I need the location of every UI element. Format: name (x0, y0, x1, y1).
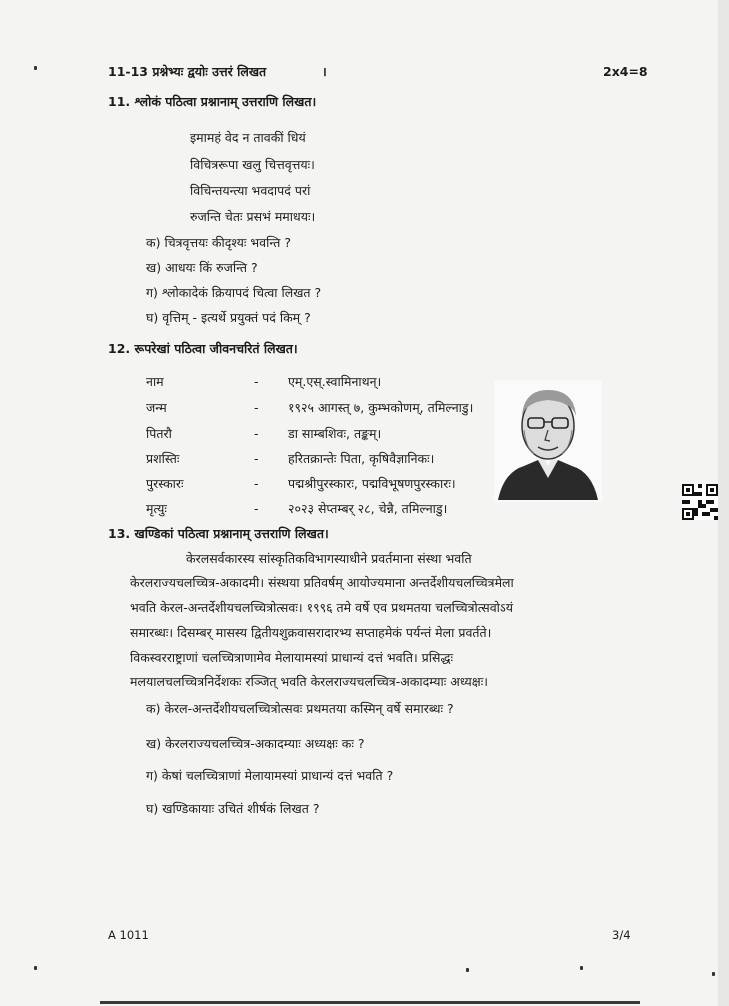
bio-dash: - (254, 426, 259, 441)
q11-heading: 11. श्लोकं पठित्वा प्रश्नानाम् उत्तराणि लिखत। (108, 94, 317, 109)
bio-dash: - (254, 451, 259, 466)
scan-speck (580, 966, 583, 970)
bio-label: पितरौ (146, 426, 172, 441)
page-number: 3/4 (612, 928, 631, 942)
bio-dash: - (254, 400, 259, 415)
passage-line: समारब्धः। दिसम्बर् मासस्य द्वितीयशुक्रवासरादारभ्य सप्ताहमेकं पर्यन्तं मेला प्रवर्तते। (130, 625, 492, 640)
bio-value: डा साम्बशिवः, तङ्कम्। (288, 426, 382, 441)
portrait-image (494, 380, 602, 502)
scan-speck (34, 966, 37, 970)
bio-value: १९२५ आगस्त् ७, कुम्भकोणम्, तमिल्नाडु। (288, 400, 474, 415)
scan-speck (712, 972, 715, 976)
scan-speck (466, 968, 469, 972)
verse-line: विचित्ररूपा खलु चित्तवृत्तयः। (190, 157, 315, 172)
qr-code (682, 484, 718, 520)
verse-line: इमामहं वेद न तावकीं धियं (190, 130, 306, 145)
bio-label: प्रशस्तिः (146, 451, 180, 466)
q13-heading: 13. खण्डिकां पठित्वा प्रश्नानाम् उत्तराणि लिखत। (108, 526, 329, 541)
bio-value: एम्.एस्.स्वामिनाथन्। (288, 374, 382, 389)
bio-dash: - (254, 501, 259, 516)
section-title: 11-13 प्रश्नेभ्यः द्वयोः उत्तरं लिखत (108, 64, 267, 79)
q11-sub-question: ख) आधयः किं रुजन्ति ? (146, 260, 258, 275)
bio-value: २०२३ सेप्तम्बर् २८, चेन्नै, तमिल्नाडु। (288, 501, 448, 516)
bio-label: मृत्युः (146, 501, 167, 516)
paper-code: A 1011 (108, 928, 149, 942)
q12-heading: 12. रूपरेखां पठित्वा जीवनचरितं लिखत। (108, 341, 298, 356)
bio-label: पुरस्कारः (146, 476, 184, 491)
title-bar: । (322, 64, 327, 79)
passage-line: केरलराज्यचलच्चित्र-अकादमी। संस्थया प्रतिवर्षम् आयोज्यमाना अन्तर्देशीयचलच्चित्रमेला (130, 575, 514, 590)
bio-label: नाम (146, 374, 164, 389)
q11-sub-question: क) चित्रवृत्तयः कीदृश्यः भवन्ति ? (146, 235, 291, 250)
passage-line: मलयालचलच्चित्रनिर्देशकः रञ्जित् भवति केरलराज्यचलच्चित्र-अकादम्याः अध्यक्षः। (130, 674, 489, 689)
bio-dash: - (254, 476, 259, 491)
scan-speck (34, 66, 37, 70)
verse-line: विचिन्तयन्त्या भवदापदं परां (190, 183, 311, 198)
q11-sub-question: ग) श्लोकादेकं क्रियापदं चित्वा लिखत ? (146, 285, 322, 300)
q13-sub-question: घ) खण्डिकायाः उचितं शीर्षकं लिखत ? (146, 801, 320, 816)
bio-value: हरितक्रान्तेः पिता, कृषिवैज्ञानिकः। (288, 451, 435, 466)
q11-sub-question: घ) वृत्तिम् - इत्यर्थे प्रयुक्तं पदं किम् ? (146, 310, 311, 325)
passage-line: केरलसर्वकारस्य सांस्कृतिकविभागस्याधीने प्रवर्तमाना संस्था भवति (186, 551, 472, 566)
q13-sub-question: ग) केषां चलच्चित्राणां मेलायामस्यां प्राधान्यं दत्तं भवति ? (146, 768, 394, 783)
q13-sub-question: ख) केरलराज्यचलच्चित्र-अकादम्याः अध्यक्षः कः ? (146, 736, 365, 751)
q13-sub-question: क) केरल-अन्तर्देशीयचलच्चित्रोत्सवः प्रथमतया कस्मिन् वर्षे समारब्धः ? (146, 701, 454, 716)
marks-label: 2x4=8 (603, 64, 648, 79)
bio-dash: - (254, 374, 259, 389)
bio-label: जन्म (146, 400, 167, 415)
page-edge (718, 0, 729, 1006)
scan-bottom-edge (100, 1001, 640, 1004)
verse-line: रुजन्ति चेतः प्रसभं ममाधयः। (190, 209, 316, 224)
passage-line: भवति केरल-अन्तर्देशीयचलच्चित्रोत्सवः। १९९६ तमे वर्षे एव प्रथमतया चलच्चित्रोत्सवोऽयं (130, 600, 514, 615)
passage-line: विकस्वरराष्ट्राणां चलच्चित्राणामेव मेलायामस्यां प्राधान्यं दत्तं भवति। प्रसिद्धः (130, 650, 453, 665)
bio-value: पद्मश्रीपुरस्कारः, पद्मविभूषणपुरस्कारः। (288, 476, 456, 491)
